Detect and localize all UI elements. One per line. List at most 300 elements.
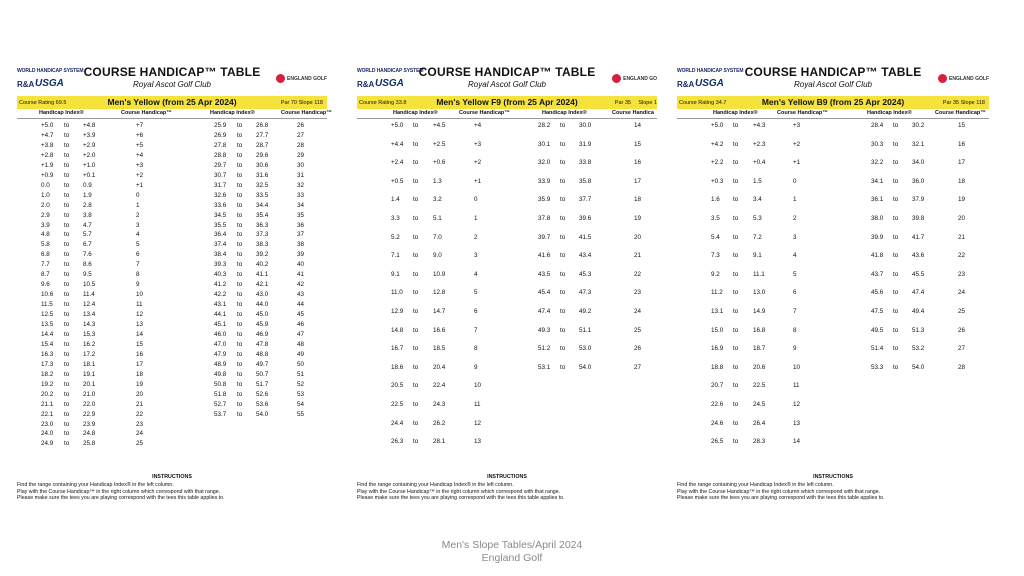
- index-from: +4.4: [391, 140, 404, 148]
- index-to: 34.4: [256, 201, 269, 209]
- course-handicap: 23: [136, 420, 144, 428]
- england-golf-rose-icon: [612, 74, 621, 83]
- range-to: to: [413, 233, 419, 241]
- range-to: to: [560, 196, 566, 204]
- index-to: 30.6: [256, 161, 269, 169]
- course-handicap: 26: [297, 122, 305, 129]
- index-from: 51.4: [871, 345, 884, 353]
- table-row: [357, 234, 657, 242]
- index-from: 18.2: [41, 370, 54, 378]
- index-from: 44.1: [214, 311, 227, 319]
- index-to: 45.0: [256, 311, 269, 319]
- index-to: 16.8: [753, 326, 766, 334]
- index-from: 3.5: [711, 215, 720, 222]
- index-from: 13.1: [711, 308, 724, 315]
- course-handicap: 15: [634, 140, 642, 148]
- range-to: to: [893, 270, 899, 278]
- range-to: to: [64, 380, 70, 388]
- index-from: 2.9: [41, 211, 50, 219]
- index-from: 14.8: [391, 326, 404, 334]
- index-from: 48.9: [214, 360, 227, 368]
- index-from: 35.5: [214, 221, 227, 229]
- index-to: 3.4: [753, 196, 762, 204]
- index-to: 28.1: [433, 438, 446, 446]
- table-header: [677, 62, 989, 96]
- course-handicap: 12: [793, 401, 801, 408]
- course-handicap: 13: [136, 321, 144, 328]
- range-to: to: [560, 326, 566, 334]
- par-value: Par 70: [280, 100, 297, 106]
- col-course-handicap: Course Handicap™: [121, 110, 172, 116]
- course-handicap: 2: [793, 215, 797, 222]
- range-to: to: [64, 390, 70, 398]
- index-from: 28.2: [538, 122, 551, 129]
- table-row: [677, 234, 989, 242]
- course-handicap: 3: [474, 252, 478, 260]
- range-to: to: [64, 161, 70, 169]
- index-to: 27.7: [256, 131, 269, 139]
- index-to: 11.4: [83, 291, 95, 299]
- index-from: 38.4: [214, 251, 227, 259]
- course-handicap: 21: [634, 252, 642, 260]
- course-handicap: 11: [474, 401, 481, 408]
- index-to: 51.7: [256, 380, 269, 388]
- index-from: 29.7: [214, 161, 227, 169]
- range-to: to: [893, 122, 899, 129]
- course-handicap: 36: [297, 221, 305, 229]
- course-handicap: 19: [634, 215, 642, 222]
- randa-logo: R&A: [357, 80, 375, 89]
- table-row: [17, 440, 327, 448]
- index-from: 8.7: [41, 271, 50, 279]
- index-to: +0.4: [753, 159, 766, 167]
- range-to: to: [64, 440, 70, 448]
- range-to: to: [64, 181, 70, 189]
- index-to: +0.1: [83, 171, 96, 179]
- england-golf-logo: [276, 74, 327, 83]
- range-to: to: [64, 400, 70, 408]
- usga-logo: USGA: [695, 78, 724, 89]
- course-handicap: 29: [297, 151, 305, 159]
- index-to: 22.5: [753, 382, 766, 390]
- england-golf-text: ENGLAND GO: [623, 75, 657, 82]
- course-handicap: 18: [634, 196, 642, 204]
- index-to: 9.0: [433, 252, 442, 260]
- table-row: [17, 311, 327, 319]
- table-row: [17, 222, 327, 230]
- course-handicap: 6: [793, 289, 797, 297]
- range-to: to: [237, 360, 243, 368]
- index-from: 41.8: [871, 252, 884, 260]
- course-handicap: +1: [136, 181, 144, 189]
- range-to: to: [237, 311, 243, 319]
- index-from: 16.3: [41, 350, 54, 358]
- index-to: 40.2: [256, 261, 269, 269]
- club-name: Royal Ascot Golf Club: [468, 80, 546, 89]
- range-to: to: [64, 360, 70, 368]
- index-to: 53.0: [579, 345, 592, 353]
- index-to: 11.1: [753, 270, 765, 278]
- range-to: to: [413, 215, 419, 222]
- index-to: 36.3: [256, 221, 269, 229]
- index-from: +2.8: [41, 151, 54, 159]
- index-to: +4.3: [753, 122, 766, 129]
- table-row: [17, 381, 327, 389]
- range-to: to: [733, 177, 739, 185]
- course-handicap: 5: [793, 270, 797, 278]
- range-to: to: [560, 215, 566, 222]
- range-to: to: [733, 326, 739, 334]
- index-from: 50.8: [214, 380, 227, 388]
- course-handicap: 7: [793, 308, 797, 315]
- index-to: 4.7: [83, 221, 92, 229]
- course-handicap: 32: [297, 181, 305, 189]
- table-row: [677, 308, 989, 316]
- index-to: 5.3: [753, 215, 762, 222]
- range-to: to: [413, 382, 419, 390]
- index-to: 35.8: [579, 177, 592, 185]
- course-handicap: +2: [136, 171, 144, 179]
- index-from: 3.3: [391, 215, 400, 222]
- index-from: 16.9: [711, 345, 724, 353]
- index-to: 53.6: [256, 400, 269, 408]
- table-row: [17, 411, 327, 419]
- index-to: 3.8: [83, 211, 92, 219]
- index-from: 45.1: [214, 321, 227, 328]
- tee-name: Men's Yellow F9 (from 25 Apr 2024): [436, 97, 578, 107]
- course-handicap: 46: [297, 321, 305, 328]
- range-to: to: [893, 233, 899, 241]
- table-row: [677, 289, 989, 297]
- course-handicap: 5: [136, 241, 140, 249]
- usga-logo: USGA: [375, 78, 404, 89]
- index-from: 5.4: [711, 233, 720, 241]
- course-handicap: 3: [136, 221, 140, 229]
- table-row: [677, 271, 989, 279]
- table-row: [677, 122, 989, 130]
- index-to: 16.6: [433, 326, 446, 334]
- index-to: 13.0: [753, 289, 766, 297]
- range-to: to: [237, 370, 243, 378]
- index-to: +2.5: [433, 140, 446, 148]
- course-handicap: 9: [793, 345, 797, 353]
- table-row: [357, 401, 657, 409]
- course-handicap: +1: [793, 159, 801, 167]
- range-to: to: [413, 326, 419, 334]
- course-handicap: 20: [634, 233, 642, 241]
- table-row: [677, 401, 989, 409]
- index-from: 14.4: [41, 330, 54, 338]
- table-row: [17, 132, 327, 140]
- range-to: to: [64, 191, 70, 199]
- table-row: [677, 327, 989, 335]
- index-from: 45.6: [871, 289, 884, 297]
- index-from: 37.8: [538, 215, 551, 222]
- par-value: Par 35: [614, 100, 631, 106]
- course-handicap: 7: [136, 261, 140, 269]
- range-to: to: [237, 191, 243, 199]
- index-from: 43.7: [871, 270, 884, 278]
- index-from: 28.4: [871, 122, 884, 129]
- column-headers: [357, 110, 657, 119]
- index-from: 36.1: [871, 196, 884, 204]
- course-handicap: 15: [136, 340, 144, 348]
- course-handicap: 18: [136, 370, 144, 378]
- index-to: 41.7: [912, 233, 925, 241]
- course-handicap: +3: [793, 122, 801, 129]
- index-to: 22.0: [83, 400, 96, 408]
- index-to: 29.6: [256, 151, 269, 159]
- slide-footer: [0, 539, 1024, 565]
- tee-name: Men's Yellow (from 25 Apr 2024): [107, 97, 237, 107]
- par-value: Par 35: [942, 100, 959, 106]
- range-to: to: [237, 211, 243, 219]
- index-to: 51.1: [579, 326, 592, 334]
- range-to: to: [237, 400, 243, 408]
- range-to: to: [733, 215, 739, 222]
- range-to: to: [64, 281, 70, 289]
- index-to: 20.4: [433, 363, 446, 371]
- table-row: [677, 178, 989, 186]
- index-to: +2.3: [753, 140, 766, 148]
- index-to: 45.9: [256, 321, 269, 328]
- index-to: 8.6: [83, 261, 92, 269]
- index-from: 53.1: [538, 363, 551, 371]
- instructions-heading: INSTRUCTIONS: [152, 474, 192, 480]
- index-from: 53.3: [871, 363, 884, 371]
- index-to: 42.1: [256, 281, 269, 289]
- table-title: COURSE HANDICAP™ TABLE: [418, 65, 596, 79]
- range-to: to: [560, 140, 566, 148]
- index-from: 33.6: [214, 201, 227, 209]
- index-to: +3.9: [83, 131, 96, 139]
- index-to: 12.4: [83, 301, 96, 309]
- index-from: 47.5: [871, 308, 884, 315]
- index-to: 37.9: [912, 196, 925, 204]
- course-handicap: +4: [474, 122, 482, 129]
- course-handicap: 25: [958, 308, 966, 315]
- index-from: 42.2: [214, 291, 227, 299]
- instructions-heading: INSTRUCTIONS: [813, 474, 853, 480]
- range-to: to: [237, 201, 243, 209]
- table-row: [357, 178, 657, 186]
- index-to: 24.5: [753, 401, 766, 408]
- randa-logo: R&A: [677, 80, 695, 89]
- course-handicap: 10: [136, 291, 144, 299]
- index-to: 39.2: [256, 251, 269, 259]
- course-handicap: 16: [958, 140, 966, 148]
- england-golf-rose-icon: [276, 74, 285, 83]
- table-row: [357, 215, 657, 223]
- course-handicap: 23: [958, 270, 966, 278]
- instructions-line: Play with the Course Handicap™ in the right column which correspond with that range.: [17, 488, 221, 495]
- index-from: 11.5: [41, 301, 53, 309]
- course-handicap: 2: [474, 233, 478, 241]
- index-from: 24.6: [711, 419, 724, 427]
- table-row: [17, 371, 327, 379]
- index-to: 9.5: [83, 271, 92, 279]
- england-golf-logo: [612, 74, 657, 83]
- course-handicap: 19: [136, 380, 144, 388]
- course-handicap: 21: [958, 233, 966, 241]
- table-row: [357, 289, 657, 297]
- range-to: to: [413, 270, 419, 278]
- instructions-line: Find the range containing your Handicap Index® in the left column.: [17, 482, 174, 489]
- index-from: 41.2: [214, 281, 227, 289]
- index-from: 19.2: [41, 380, 54, 388]
- range-to: to: [64, 151, 70, 159]
- table-row: [17, 122, 327, 130]
- course-handicap: 7: [474, 326, 478, 334]
- table-row: [17, 401, 327, 409]
- range-to: to: [237, 251, 243, 259]
- index-from: 51.2: [538, 345, 551, 353]
- range-to: to: [893, 215, 899, 222]
- whs-logo-text: WORLD HANDICAP SYSTEM: [17, 68, 84, 74]
- range-to: to: [413, 177, 419, 185]
- index-to: 43.4: [579, 252, 592, 260]
- index-to: 20.6: [753, 363, 766, 371]
- instructions-line: Please make sure the tees you are playing correspond with the tees this table applies to.: [17, 494, 225, 501]
- index-to: 45.5: [912, 270, 925, 278]
- instructions-line: Please make sure the tees you are playing correspond with the tees this table applies to.: [677, 494, 885, 501]
- table-row: [17, 231, 327, 239]
- course-handicap: +4: [136, 151, 144, 159]
- england-golf-rose-icon: [938, 74, 947, 83]
- index-to: 30.2: [912, 122, 925, 129]
- instructions-heading: INSTRUCTIONS: [487, 474, 527, 480]
- table-row: [17, 202, 327, 210]
- range-to: to: [560, 122, 566, 129]
- range-to: to: [733, 122, 739, 129]
- index-from: 27.8: [214, 141, 227, 149]
- index-from: 47.0: [214, 340, 227, 348]
- range-to: to: [560, 159, 566, 167]
- index-to: 32.5: [256, 181, 269, 189]
- course-handicap: 35: [297, 211, 305, 219]
- course-handicap: 6: [474, 308, 478, 315]
- index-from: +2.4: [391, 159, 404, 167]
- course-handicap: 49: [297, 350, 305, 358]
- col-course-handicap: Course Handicap™: [281, 110, 332, 116]
- index-from: 21.1: [41, 400, 54, 408]
- course-handicap: 26: [634, 345, 642, 353]
- course-handicap: 4: [474, 270, 478, 278]
- index-from: 36.4: [214, 231, 227, 239]
- table-row: [677, 196, 989, 204]
- table-row: [17, 291, 327, 299]
- index-to: 14.3: [83, 321, 96, 328]
- table-row: [357, 345, 657, 353]
- course-handicap: 48: [297, 340, 305, 348]
- range-to: to: [413, 159, 419, 167]
- course-handicap: 8: [474, 345, 478, 353]
- index-to: +4.5: [433, 122, 446, 129]
- range-to: to: [893, 177, 899, 185]
- index-to: 18.1: [83, 360, 96, 368]
- index-from: 20.5: [391, 382, 404, 390]
- col-course-handicap: Course Handicap™: [459, 110, 510, 116]
- course-handicap: +1: [474, 177, 482, 185]
- index-to: 19.1: [83, 370, 96, 378]
- course-handicap: 5: [474, 289, 478, 297]
- index-to: 7.2: [753, 233, 762, 241]
- range-to: to: [413, 122, 419, 129]
- index-to: 24.3: [433, 401, 446, 408]
- course-handicap: 8: [793, 326, 797, 334]
- index-from: 35.9: [538, 196, 551, 204]
- range-to: to: [237, 122, 243, 129]
- range-to: to: [237, 340, 243, 348]
- course-handicap: 54: [297, 400, 305, 408]
- index-to: +0.6: [433, 159, 446, 167]
- index-from: 40.3: [214, 271, 227, 279]
- range-to: to: [237, 271, 243, 279]
- col-handicap-index: Handicap Index®: [867, 110, 912, 116]
- whs-logo-text: WORLD HANDICAP SYSTEM: [677, 68, 744, 74]
- range-to: to: [733, 308, 739, 315]
- index-from: 10.6: [41, 291, 54, 299]
- index-to: 34.0: [912, 159, 925, 167]
- randa-logo: R&A: [17, 80, 35, 89]
- range-to: to: [64, 410, 70, 418]
- index-from: 9.2: [711, 270, 720, 278]
- index-to: 16.2: [83, 340, 96, 348]
- index-from: 13.5: [41, 321, 54, 328]
- index-from: 15.4: [41, 340, 54, 348]
- table-row: [17, 192, 327, 200]
- index-to: 37.3: [256, 231, 269, 239]
- index-from: 47.9: [214, 350, 227, 358]
- table-row: [17, 271, 327, 279]
- index-to: 51.3: [912, 326, 925, 334]
- range-to: to: [64, 430, 70, 438]
- index-from: 1.6: [711, 196, 720, 204]
- index-from: 26.5: [711, 438, 724, 446]
- index-to: 2.8: [83, 201, 92, 209]
- course-handicap: 30: [297, 161, 305, 169]
- course-handicap: 39: [297, 251, 305, 259]
- index-from: 49.3: [538, 326, 551, 334]
- instructions: [677, 474, 989, 501]
- index-to: 18.7: [753, 345, 766, 353]
- index-to: 0.9: [83, 181, 92, 189]
- england-golf-text: ENGLAND GOLF: [287, 75, 327, 82]
- index-from: 37.4: [214, 241, 227, 249]
- range-to: to: [560, 177, 566, 185]
- range-to: to: [413, 345, 419, 353]
- range-to: to: [64, 350, 70, 358]
- course-handicap: 8: [136, 271, 140, 279]
- course-handicap: 0: [793, 177, 797, 185]
- slope-value: Slope 118: [298, 100, 323, 106]
- table-row: [357, 364, 657, 372]
- index-from: 26.3: [391, 438, 404, 446]
- index-to: 10.9: [433, 270, 446, 278]
- index-to: 50.7: [256, 370, 269, 378]
- table-row: [677, 159, 989, 167]
- index-from: 4.8: [41, 231, 50, 239]
- range-to: to: [237, 171, 243, 179]
- index-from: 34.5: [214, 211, 227, 219]
- index-from: 31.7: [214, 181, 227, 189]
- index-from: 7.7: [41, 261, 50, 269]
- table-row: [17, 281, 327, 289]
- index-to: 1.3: [433, 177, 442, 185]
- table-row: [17, 331, 327, 339]
- course-handicap: 0: [136, 191, 140, 199]
- course-handicap: 1: [474, 215, 478, 222]
